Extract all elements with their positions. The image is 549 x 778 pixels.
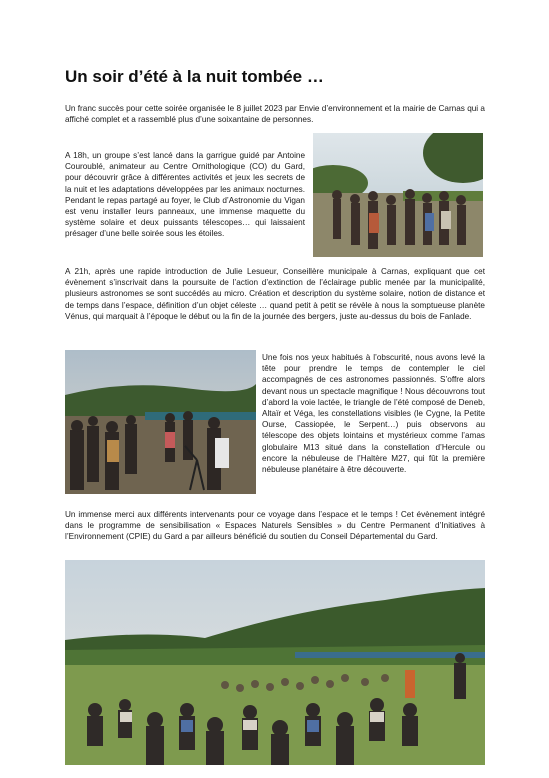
article-title: Un soir d’été à la nuit tombée … xyxy=(65,67,324,86)
group-garrigue-photo xyxy=(313,133,483,257)
evening-paragraph: A 21h, après une rapide introduction de Julie Lesueur, Conseillère municipale à Carnas, expliquant que cet évènement s’inscrivait dans la poursuite de l’action d’extinction de l’éclairage public menée par la municipalité, plusieurs astronomes se sont succédés au micro. Création et description du système solaire, notion de distance et de temps dans l’espace, définition d’un objet céleste … quand petit à petit se révèle à nous la somptueuse planète Vénus, qui marquait à l’époque le début ou la fin de la journée des bergers, juste au-dessus du bois de Fanlade. xyxy=(65,267,485,321)
stargazing-paragraph: Une fois nos yeux habitués à l’obscurité, nous avons levé la tête pour prendre le temps de contempler le ciel accompagnés de ces astronomes passionnés. S’offre alors devant nous un spectacle magnifique ! Nous découvrons tout d’abord la voie lactée, le triangle de l’été composé de Deneb, Altaïr et Véga, les constellations visibles (le Cygne, la Petite Ourse, Cassiopée, le Serpent…) puis observons au télescope des objets lointains et mystérieux comme l’amas globulaire M13 situé dans la constellation d’Hercule ou encore la nébuleuse de l’Haltère M27, qui fût la première nébuleuse planétaire à être découverte. xyxy=(262,353,485,475)
afternoon-paragraph: A 18h, un groupe s’est lancé dans la garrigue guidé par Antoine Couroublé, animateur au Centre Ornithologique (CO) du Gard, pour découvrir grâce à différentes activités et jeux les secrets de la nuit et les adaptations développées par les animaux nocturnes. Pendant le repas partagé au foyer, le Club d’Astronomie du Vigan est venu installer leurs panneaux, une immense maquette du système solaire et deux puissants télescopes… qui laissaient présager d’une belle soirée sous les étoiles. xyxy=(65,151,305,239)
intro-paragraph: Un franc succès pour cette soirée organisée le 8 juillet 2023 par Envie d’environnement et la mairie de Carnas qui a affiché complet et a rassemblé plus d’une soixantaine de personnes. xyxy=(65,104,485,125)
audience-field-photo xyxy=(65,560,485,765)
thanks-paragraph: Un immense merci aux différents intervenants pour ce voyage dans l’espace et le temps ! Cet évènement intégré dans le programme de sensibilisation « Espaces Naturels Sensibles » du Centre Permanent d’Initiatives à l’Environnement (CPIE) du Gard a par ailleurs bénéficié du soutien du Conseil Départemental du Gard. xyxy=(65,510,485,542)
telescope-dusk-photo xyxy=(65,350,256,494)
